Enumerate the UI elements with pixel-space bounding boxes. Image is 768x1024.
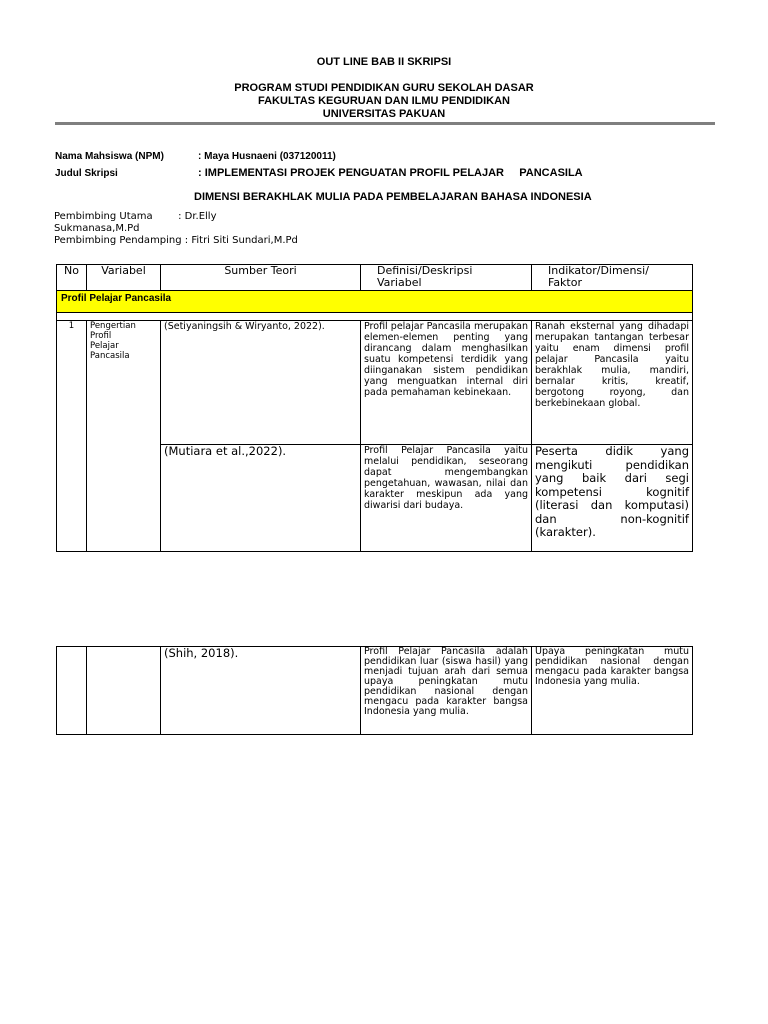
row-variabel-empty [87, 647, 161, 735]
pembimbing-utama: Pembimbing Utama : Dr.Elly [54, 211, 217, 222]
header-indikator: Indikator/Dimensi/ Faktor [532, 265, 693, 291]
student-name-value: : Maya Husnaeni (037120011) [198, 151, 336, 162]
row-definisi: Profil pelajar Pancasila merupakan elemen-elemen penting yang dirancang dalam menghasilkan suatu kompetensi terdidik yang diinganakan sistem pendidikan yang menguatkan internal diri pada pemahaman kebinekaan. [361, 321, 532, 445]
table-row [57, 647, 693, 735]
student-name-label: Nama Mahsiswa (NPM) [55, 151, 164, 162]
row-definisi: Profil Pelajar Pancasila adalah pendidikan luar (siswa hasil) yang menjadi tujuan arah dari semua upaya peningkatan mutu pendidikan nasional dengan mengacu pada karakter bangsa Indonesia yang mulia. [361, 647, 532, 735]
section-title: Profil Pelajar Pancasila [57, 291, 693, 313]
row-definisi: Profil Pelajar Pancasila yaitu melalui pendidikan, seseorang dapat mengembangkan pengetahuan, wawasan, nilai dan karakter meskipun ada yang diwarisi dari budaya. [361, 445, 532, 552]
row-indikator: Ranah eksternal yang dihadapi merupakan tantangan terbesar yaitu enam dimensi profil pelajar Pancasila yaitu berakhlak mulia, mandiri, bernalar kritis, kreatif, bergotong royong, dan berkebinekaan global. [532, 321, 693, 445]
pembimbing-pendamping: Pembimbing Pendamping : Fitri Siti Sundari,M.Pd [54, 235, 298, 246]
spacer-row [57, 313, 693, 321]
row-sumber-teori: (Mutiara et al.,2022). [161, 445, 361, 552]
outline-table [56, 264, 693, 552]
table-header-row [57, 265, 693, 291]
pembimbing-utama-cont: Sukmanasa,M.Pd [54, 223, 140, 234]
header-variabel: Variabel [87, 265, 161, 291]
university-line: UNIVERSITAS PAKUAN [322, 108, 446, 120]
header-sumber-teori: Sumber Teori [161, 265, 361, 291]
row-sumber-teori: (Setiyaningsih & Wiryanto, 2022). [161, 321, 361, 445]
thesis-title-value-2: DIMENSI BERAKHLAK MULIA PADA PEMBELAJARAN BAHASA INDONESIA [194, 191, 592, 203]
row-indikator: Upaya peningkatan mutu pendidikan nasional dengan mengacu pada karakter bangsa Indonesia yang mulia. [532, 647, 693, 735]
table-row [57, 321, 693, 445]
row-number-empty [57, 647, 87, 735]
header-no: No [57, 265, 87, 291]
thesis-title-value: : IMPLEMENTASI PROJEK PENGUATAN PROFIL PELAJAR PANCASILA [198, 167, 583, 179]
document-title: OUT LINE BAB II SKRIPSI [316, 56, 452, 68]
section-row [57, 291, 693, 313]
header-definisi: Definisi/Deskripsi Variabel [361, 265, 532, 291]
thesis-title-label: Judul Skripsi [55, 168, 118, 179]
row-variabel: Pengertian Profil Pelajar Pancasila [87, 321, 161, 552]
row-number: 1 [57, 321, 87, 552]
row-indikator: Peserta didik yang mengikuti pendidikan yang baik dari segi kompetensi kognitif (literasi dan komputasi) dan non-kognitif (karakter). [532, 445, 693, 552]
header-divider [55, 122, 715, 125]
outline-table-continued [56, 646, 693, 735]
faculty-line: FAKULTAS KEGURUAN DAN ILMU PENDIDIKAN [258, 95, 510, 107]
program-line: PROGRAM STUDI PENDIDIKAN GURU SEKOLAH DASAR [234, 82, 534, 94]
row-sumber-teori: (Shih, 2018). [161, 647, 361, 735]
